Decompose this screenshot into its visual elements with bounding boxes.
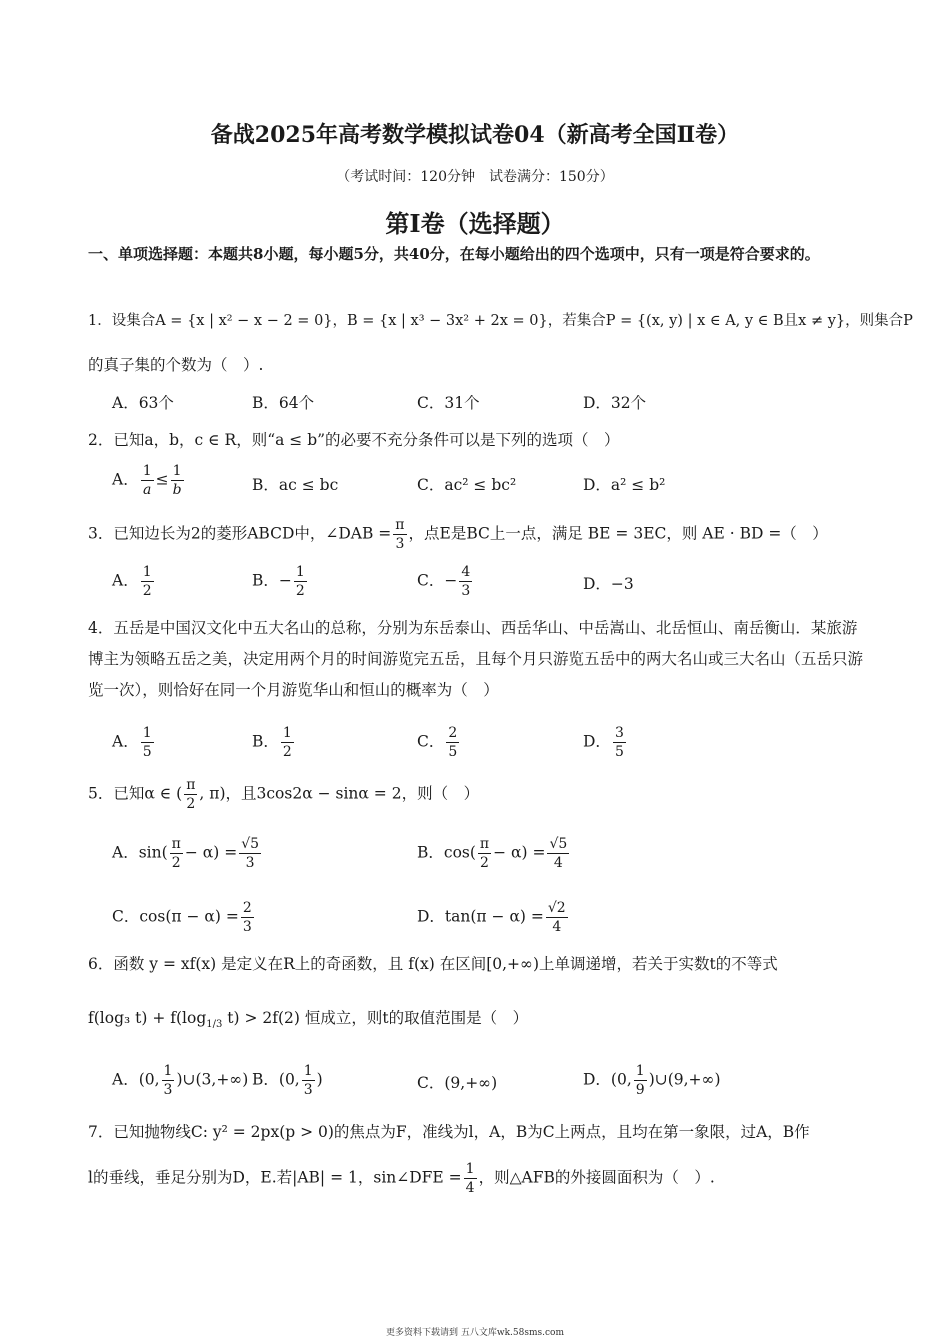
question-1-stem: 1．设集合A = {x | x² − x − 2 = 0}，B = {x | x³ − 3x² + 2x = 0}，若集合P = {(x, y) | x ∈ A, y ∈ B且x ≠ y}，则集合P xyxy=(88,313,913,329)
question-6-stem: 6．函数 y = xf(x) 是定义在R上的奇函数，且 f(x) 在区间[0,+∞)上单调递增，若关于实数t的不等式 xyxy=(88,955,778,973)
option-part: )∪(3,+∞) xyxy=(176,1070,249,1089)
fraction xyxy=(170,835,183,872)
numerator: 1 xyxy=(635,1063,645,1079)
numerator: π xyxy=(186,777,196,793)
denominator: 3 xyxy=(303,1082,313,1098)
numerator: π xyxy=(479,836,490,852)
q4-option-b xyxy=(252,724,296,761)
stem-part: ，则△AFB的外接圆面积为（ ）. xyxy=(478,1168,715,1187)
fraction xyxy=(613,724,626,761)
denominator: 2 xyxy=(142,583,152,599)
stem-part: l的垂线，垂足分别为D，E.若|AB| = 1，sin∠DFE = xyxy=(88,1168,462,1187)
stem-part: t) > 2f(2) 恒成立，则t的取值范围是（ ） xyxy=(222,1009,529,1027)
numerator: 1 xyxy=(142,463,152,479)
denominator: 4 xyxy=(552,919,562,935)
fraction xyxy=(393,516,406,553)
q6-option-b xyxy=(252,1062,323,1099)
section-title: 第Ⅰ卷（选择题） xyxy=(385,209,565,238)
question-1-stem-cont: 的真子集的个数为（ ）. xyxy=(88,356,264,374)
option-part: ) xyxy=(316,1070,323,1089)
fraction xyxy=(547,835,569,872)
denominator: 5 xyxy=(614,744,624,760)
numerator: √2 xyxy=(547,900,566,916)
question-7-stem: 7．已知抛物线C: y² = 2px(p > 0)的焦点为F，准线为l，A，B为C上两点，且均在第一象限，过A，B作 xyxy=(88,1123,810,1141)
q5-option-b xyxy=(417,835,571,872)
q1-option-d: D．32个 xyxy=(583,394,647,412)
fraction xyxy=(141,724,154,761)
option-label: A．sin( xyxy=(112,843,168,862)
denominator: 9 xyxy=(635,1082,645,1098)
numerator: 1 xyxy=(171,462,184,481)
denominator: 5 xyxy=(142,744,152,760)
option-part: B．(0, xyxy=(252,1070,300,1089)
numerator: π xyxy=(171,836,181,852)
q5-option-a xyxy=(112,835,263,872)
numerator: 2 xyxy=(242,900,252,916)
option-label: B．cos( xyxy=(417,843,476,862)
q4-option-c xyxy=(417,724,461,761)
denominator: 3 xyxy=(163,1082,173,1098)
q3-option-c xyxy=(417,563,474,600)
fraction xyxy=(634,1062,647,1099)
fraction xyxy=(281,724,294,761)
question-3-stem xyxy=(88,516,828,553)
q2-option-a xyxy=(112,462,186,499)
denominator: 4 xyxy=(465,1180,475,1196)
fraction xyxy=(241,899,254,936)
option-label: D． xyxy=(583,732,611,751)
option-label: C．cos(π − α) = xyxy=(112,907,239,926)
fraction xyxy=(141,563,154,600)
stem-part: 5．已知α ∈ ( xyxy=(88,784,183,803)
section-instructions: 一、单项选择题：本题共8小题，每小题5分，共40分，在每小题给出的四个选项中，只有一项是符合要求的。 xyxy=(88,245,820,263)
fraction xyxy=(464,1160,477,1197)
denominator: 2 xyxy=(171,855,181,871)
log-base: 1/3 xyxy=(206,1019,223,1031)
q2-option-b: B．ac ≤ bc xyxy=(252,476,339,494)
q2-option-d: D．a² ≤ b² xyxy=(583,476,666,494)
fraction xyxy=(171,462,184,499)
q5-option-d xyxy=(417,899,570,936)
numerator: 1 xyxy=(282,725,292,741)
denominator: b xyxy=(172,482,182,498)
denominator: 2 xyxy=(295,583,305,599)
exam-title: 备战2025年高考数学模拟试卷04（新高考全国Ⅱ卷） xyxy=(210,122,740,148)
option-part: A．(0, xyxy=(112,1070,160,1089)
expression: − α) = xyxy=(493,843,546,862)
option-label: C．− xyxy=(417,571,458,590)
denominator: a xyxy=(142,482,152,498)
question-7-stem-cont xyxy=(88,1160,715,1197)
numerator: √5 xyxy=(549,836,568,852)
numerator: 1 xyxy=(465,1161,475,1177)
question-2-stem: 2．已知a，b，c ∈ R，则“a ≤ b”的必要不充分条件可以是下列的选项（ ） xyxy=(88,431,620,449)
fraction xyxy=(302,1062,315,1099)
relation: ≤ xyxy=(155,470,169,489)
fraction xyxy=(546,899,568,936)
q6-option-d xyxy=(583,1062,721,1099)
numerator: 1 xyxy=(295,564,305,580)
numerator: 1 xyxy=(142,725,152,741)
denominator: 3 xyxy=(245,855,255,871)
page-footer: 更多资料下载请到 五八文库wk.58sms.com xyxy=(386,1328,564,1338)
option-label: D．tan(π − α) = xyxy=(417,907,544,926)
denominator: 4 xyxy=(553,855,563,871)
q3-option-a xyxy=(112,563,156,600)
fraction xyxy=(162,1062,175,1099)
fraction xyxy=(239,835,261,872)
q1-option-c: C．31个 xyxy=(417,394,480,412)
q1-option-a: A．63个 xyxy=(112,394,174,412)
option-label: C． xyxy=(417,732,445,751)
stem-part: f(log₃ t) + f(log xyxy=(88,1009,207,1027)
q6-option-c: C．(9,+∞) xyxy=(417,1074,498,1092)
fraction xyxy=(184,776,197,813)
expression: − α) = xyxy=(184,843,238,862)
fraction xyxy=(446,724,459,761)
option-label: A． xyxy=(112,732,139,751)
numerator: 1 xyxy=(163,1063,173,1079)
fraction xyxy=(459,563,472,600)
q4-option-a xyxy=(112,724,156,761)
numerator: 2 xyxy=(448,725,458,741)
q3-option-b xyxy=(252,563,309,600)
question-4-stem: 4．五岳是中国汉文化中五大名山的总称，分别为东岳泰山、西岳华山、中岳嵩山、北岳恒山、南岳衡山．某旅游博主为领略五岳之美，决定用两个月的时间游览完五岳，且每个月只游览五岳中的两大名山或三大名山（五岳只游览一次），则恰好在同一个月游览华山和恒山的概率为（ ） xyxy=(88,619,864,699)
stem-part: ，点E是BC上一点，满足 BE = 3EC，则 AE · BD =（ ） xyxy=(408,524,828,543)
numerator: √5 xyxy=(241,836,260,852)
option-label: B．− xyxy=(252,571,292,590)
fraction xyxy=(478,835,491,872)
numerator: π xyxy=(395,517,405,533)
fraction xyxy=(141,462,154,499)
denominator: 3 xyxy=(461,583,471,599)
numerator: 4 xyxy=(461,564,471,580)
denominator: 2 xyxy=(282,744,292,760)
stem-part: , π)，且3cos2α − sinα = 2，则（ ） xyxy=(199,784,480,803)
denominator: 3 xyxy=(395,536,405,552)
option-part: )∪(9,+∞) xyxy=(648,1070,721,1089)
denominator: 2 xyxy=(480,855,489,871)
denominator: 2 xyxy=(186,796,196,812)
q1-option-b: B．64个 xyxy=(252,394,315,412)
stem-part: 3．已知边长为2的菱形ABCD中，∠DAB = xyxy=(88,524,392,543)
q5-option-c xyxy=(112,899,256,936)
denominator: 3 xyxy=(242,919,252,935)
q3-option-d: D．−3 xyxy=(583,575,634,593)
option-label: B． xyxy=(252,732,279,751)
exam-subtitle: （考试时间：120分钟 试卷满分：150分） xyxy=(336,169,614,185)
option-part: D．(0, xyxy=(583,1070,632,1089)
q6-option-a xyxy=(112,1062,248,1099)
numerator: 1 xyxy=(142,564,152,580)
question-6-stem-cont xyxy=(88,1006,528,1030)
q4-option-d xyxy=(583,724,628,761)
denominator: 5 xyxy=(448,744,458,760)
question-5-stem xyxy=(88,776,479,813)
q2-option-a-label: A． xyxy=(112,470,139,489)
q2-option-c: C．ac² ≤ bc² xyxy=(417,476,517,494)
option-label: A． xyxy=(112,571,139,590)
numerator: 3 xyxy=(614,725,624,741)
numerator: 1 xyxy=(303,1063,313,1079)
fraction xyxy=(294,563,307,600)
